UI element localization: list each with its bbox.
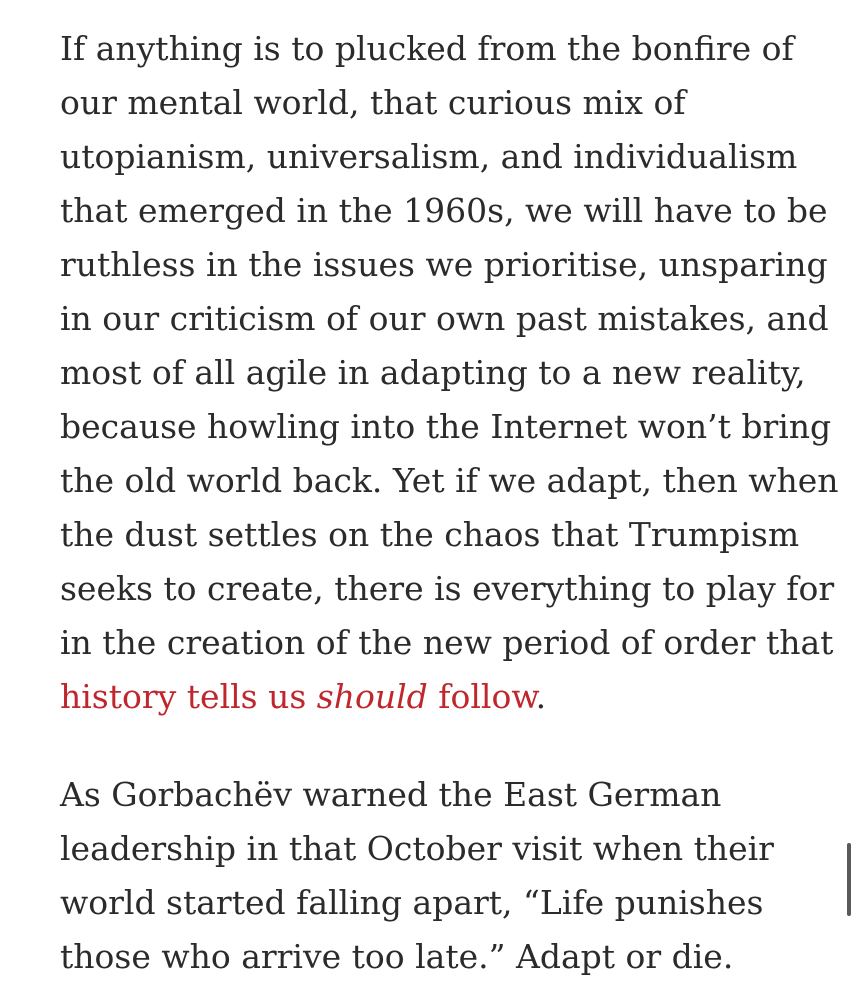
text-line: the dust settles on the chaos that Trumpism: [60, 515, 800, 554]
text-line: seeks to create, there is everything to play for: [60, 569, 835, 608]
sentence-period: .: [535, 677, 547, 716]
text-line: leadership in that October visit when their: [60, 829, 774, 868]
text-line-with-link: [60, 670, 808, 724]
paragraph-1: [60, 22, 839, 724]
text-line: our mental world, that curious mix of: [60, 83, 686, 122]
history-link-text-end: follow: [427, 677, 536, 716]
paragraph-2: [60, 768, 808, 984]
text-line: those who arrive too late.” Adapt or die.: [60, 937, 734, 976]
text-line: in the creation of the new period of order that: [60, 623, 834, 662]
scroll-indicator[interactable]: [847, 843, 851, 916]
text-line: the old world back. Yet if we adapt, then when: [60, 461, 839, 500]
history-link[interactable]: [60, 677, 536, 716]
text-line: world started falling apart, “Life punishes: [60, 883, 764, 922]
text-line: most of all agile in adapting to a new reality,: [60, 353, 806, 392]
text-line: utopianism, universalism, and individualism: [60, 137, 798, 176]
text-line: that emerged in the 1960s, we will have to be: [60, 191, 828, 230]
text-line: As Gorbachëv warned the East German: [60, 775, 722, 814]
history-link-text: history tells us: [60, 677, 317, 716]
text-line: in our criticism of our own past mistakes, and: [60, 299, 829, 338]
text-line: because howling into the Internet won’t bring: [60, 407, 832, 446]
text-line: If anything is to plucked from the bonfire of: [60, 29, 794, 68]
history-link-emphasis: should: [316, 677, 428, 716]
text-line: ruthless in the issues we prioritise, unsparing: [60, 245, 828, 284]
